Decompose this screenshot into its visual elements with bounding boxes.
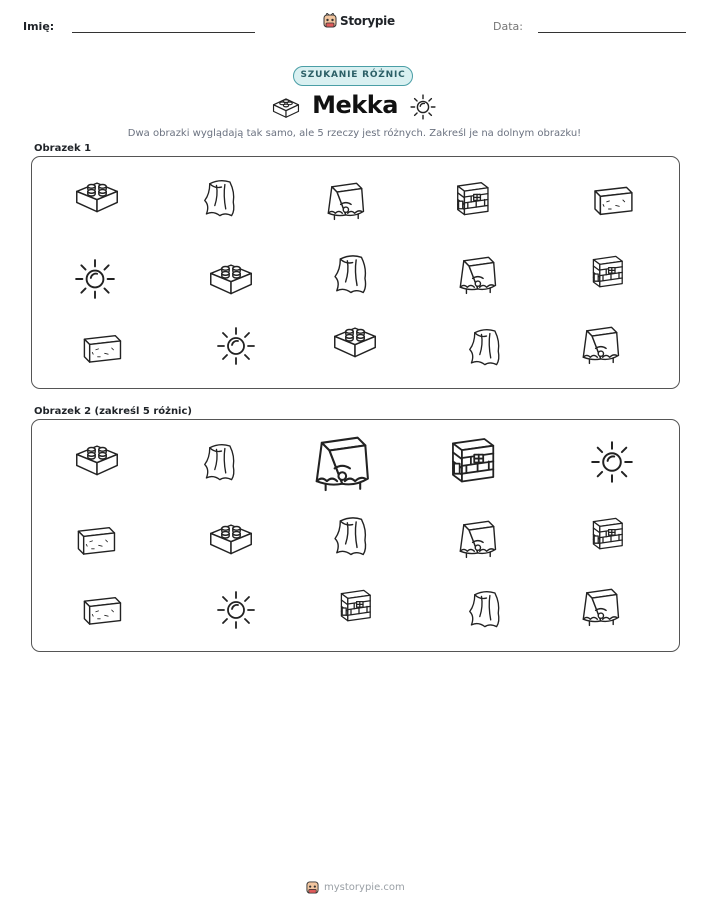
picture1-stone-house-icon[interactable] [584, 250, 630, 290]
picture2-brick-block-icon[interactable] [74, 438, 120, 480]
instructions: Dwa obrazki wyglądają tak samo, ale 5 rzeczy jest różnych. Zakreśl je na dolnym obrazku! [127, 128, 582, 139]
picture2-draped-table-icon[interactable] [454, 516, 500, 560]
picture2-stone-house-icon[interactable] [584, 512, 630, 552]
picture2-draped-table-icon[interactable] [576, 584, 624, 628]
footer-url: mystorypie.com [324, 882, 405, 893]
picture2-stone-block-icon[interactable] [80, 592, 124, 628]
footer-mascot-icon [306, 880, 319, 895]
picture2-cloth-icon[interactable] [328, 514, 372, 558]
date-line[interactable] [538, 32, 686, 33]
picture1-brick-block-icon[interactable] [332, 322, 378, 360]
picture1-stone-block-icon[interactable] [80, 330, 124, 366]
picture1-cloth-icon[interactable] [328, 252, 372, 296]
logo-text: Storypie [340, 14, 395, 28]
picture1-sun-icon[interactable] [74, 258, 116, 300]
picture1-brick-block-icon[interactable] [74, 175, 120, 217]
title-brick-icon [271, 96, 301, 118]
picture2-stone-house-icon[interactable] [332, 584, 378, 624]
picture1-draped-table-icon[interactable] [454, 252, 500, 296]
activity-badge: SZUKANIE RÓŻNIC [293, 66, 413, 86]
picture1-draped-table-icon[interactable] [322, 178, 368, 222]
picture1-stone-house-icon[interactable] [450, 176, 494, 218]
picture1-cloth-icon[interactable] [462, 326, 506, 368]
date-label: Data: [493, 20, 523, 33]
picture2-stone-block-icon[interactable] [74, 522, 118, 558]
name-line[interactable] [72, 32, 255, 33]
picture1-brick-block-icon[interactable] [208, 259, 254, 297]
picture1-draped-table-icon[interactable] [576, 322, 624, 366]
picture1-cloth-icon[interactable] [198, 176, 240, 220]
storypie-logo [323, 13, 395, 29]
picture1-label: Obrazek 1 [34, 143, 92, 154]
page-title: Mekka [312, 91, 398, 119]
storypie-mascot-icon [323, 13, 337, 29]
picture2-brick-block-icon[interactable] [208, 518, 254, 558]
picture1-stone-block-icon[interactable] [590, 182, 636, 218]
picture2-cloth-icon[interactable] [462, 588, 506, 630]
picture2-label: Obrazek 2 (zakreśl 5 różnic) [34, 406, 192, 417]
footer [306, 880, 405, 895]
picture2-cloth-icon[interactable] [198, 440, 240, 484]
picture1-sun-icon[interactable] [216, 326, 256, 366]
picture2-sun-icon[interactable] [216, 590, 256, 630]
picture2-sun-icon[interactable] [590, 440, 634, 484]
title-sun-icon [409, 93, 437, 121]
picture2-stone-house-icon[interactable] [440, 430, 504, 486]
name-label: Imię: [23, 20, 55, 33]
picture2-draped-table-icon[interactable] [306, 430, 376, 494]
